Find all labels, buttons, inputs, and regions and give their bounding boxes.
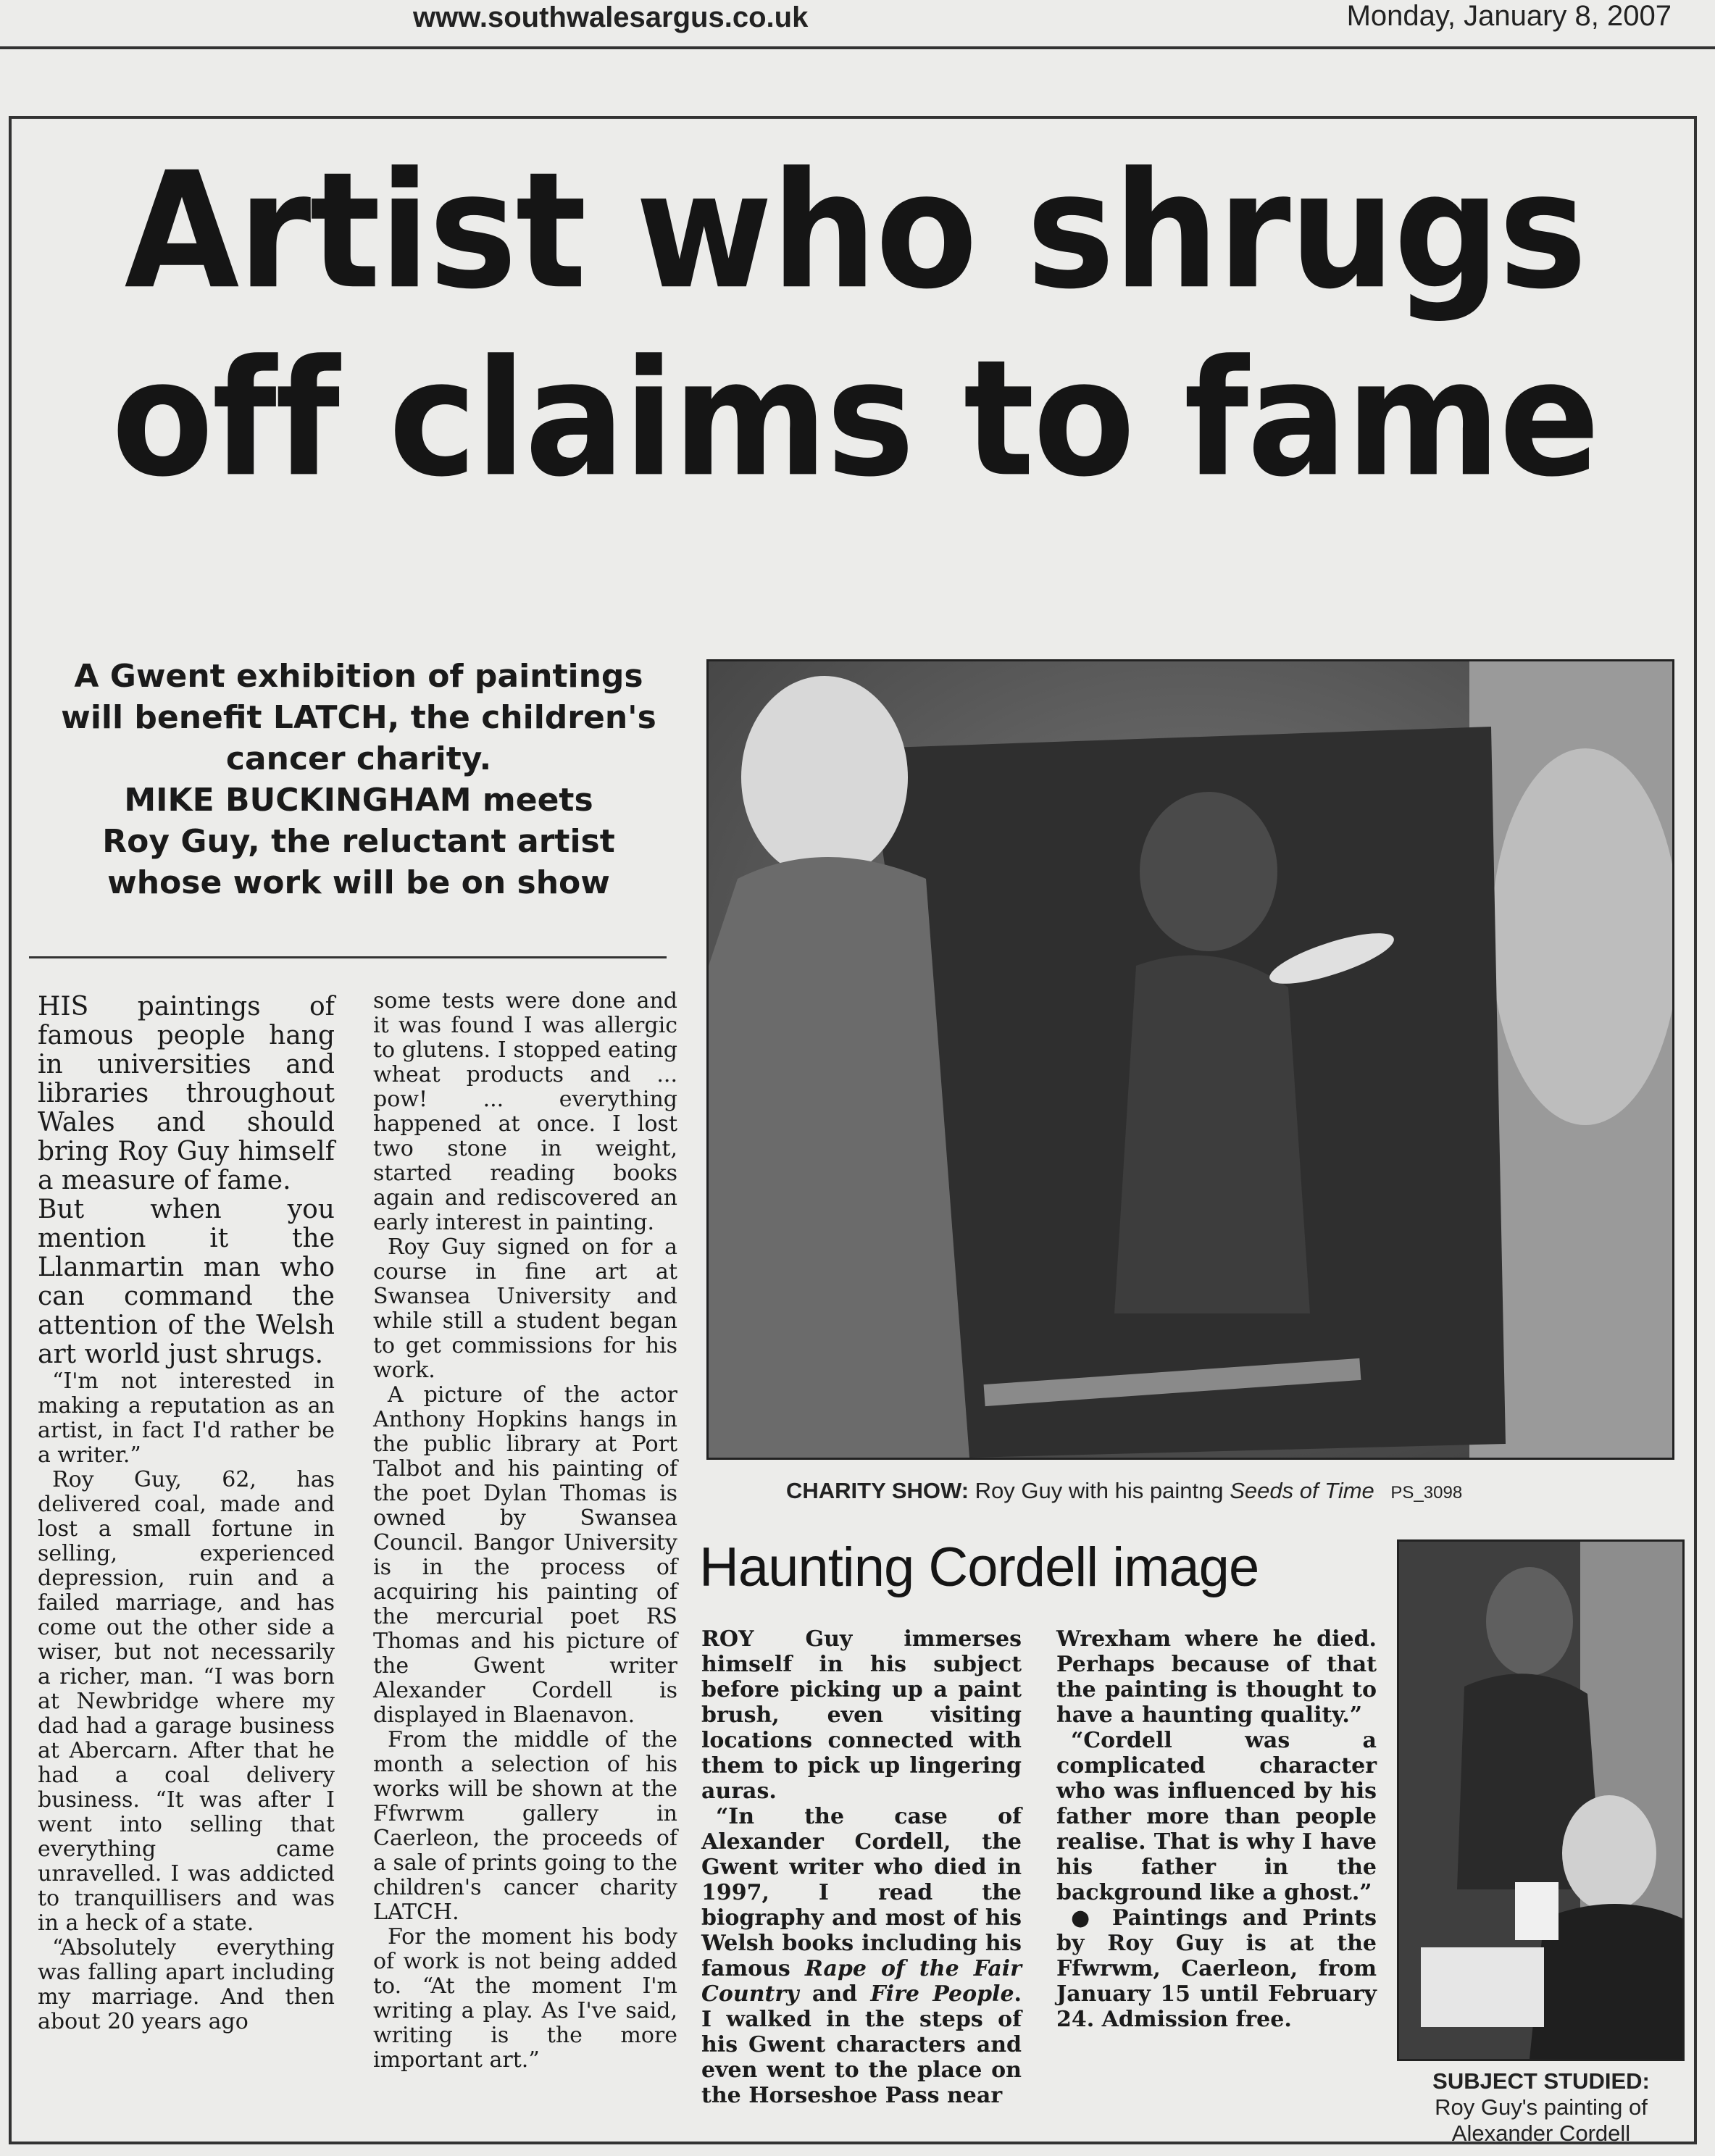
body-paragraph: Roy Guy signed on for a course in fine art at Swansea University and while still a student began to get commissions for his work. (373, 1234, 677, 1383)
standfirst (29, 656, 688, 903)
body-paragraph: some tests were done and it was found I was allergic to glutens. I stopped eating wheat products and ... pow! ... everything happened at once. I lost two stone in weight, started reading books again and rediscovered an early interest in painting. (373, 988, 677, 1235)
sidebar-paragraph: “Cordell was a complicated character who was influenced by his father more than people realise. That is why I have his father in the background like a ghost.” (1056, 1728, 1377, 1905)
standfirst-line: A Gwent exhibition of paintings (74, 658, 643, 695)
body-paragraph: For the moment his body of work is not being added to. “At the moment I'm writing a play. As I've said, writing is the more important art.” (373, 1924, 677, 2073)
photo-reference: PS_3098 (1390, 1483, 1463, 1503)
sidebar-text: “In the case of Alexander Cordell, the Gwent writer who died in 1997, I read the biography and most of his Welsh books including his famous (701, 1804, 1022, 1981)
sidebar-column-2 (1056, 1626, 1377, 2032)
body-paragraph: “I'm not interested in making a reputation as an artist, in fact I'd rather be a writer.” (38, 1369, 335, 1468)
standfirst-line: MIKE BUCKINGHAM meets (124, 782, 593, 819)
body-paragraph: A picture of the actor Anthony Hopkins hangs in the public library at Port Talbot and his painting of the poet Dylan Thomas is owned by Swansea Council. Bangor University is in the process of acquiring his painting of the mercurial poet RS Thomas and his picture of the Gwent writer Alexander Cordell is displayed in Blaenavon. (373, 1382, 677, 1728)
main-photo-caption (786, 1478, 1656, 1504)
small-photo (1397, 1539, 1685, 2061)
standfirst-line: whose work will be on show (107, 864, 610, 901)
top-rule (0, 46, 1715, 49)
body-column-1 (38, 993, 335, 2034)
book-title: Fire People (870, 1981, 1014, 2007)
sidebar-paragraph: Wrexham where he died. Perhaps because of that the painting is thought to have a haunting quality.” (1056, 1626, 1377, 1728)
caption-text: Roy Guy's painting of (1435, 2094, 1648, 2120)
caption-label: SUBJECT STUDIED: (1432, 2068, 1650, 2094)
masthead-url: www.southwalesargus.co.uk (413, 1, 809, 33)
headline: Artist who shrugs off claims to fame (111, 138, 1599, 513)
sidebar-headline: Haunting Cordell image (699, 1537, 1259, 1598)
body-paragraph: Roy Guy, 62, has delivered coal, made and lost a small fortune in selling, experienced depression, ruin and a failed marriage, and has come out the other side a wiser, but not necessarily a richer, man. “I was born at Newbridge where my dad had a garage business at Abercarn. After that he had a coal delivery business. “It was after I went into selling that everything came unravelled. I was addicted to tranquillisers and was in a heck of a state. (38, 1467, 335, 1936)
body-paragraph: “Absolutely everything was falling apart including my marriage. And then about 20 years ago (38, 1935, 335, 2034)
body-column-2 (373, 989, 677, 2073)
sidebar-column-1 (701, 1626, 1022, 2108)
artist-with-painting-image (709, 661, 1672, 1458)
standfirst-line: will benefit LATCH, the children's (61, 699, 656, 736)
sidebar-text: . I walked in the steps of his Gwent characters and even went to the place on the Horseshoe Pass near (701, 1981, 1022, 2108)
body-paragraph: But when you mention it the Llanmartin man who can command the attention of the Welsh art world just shrugs. (38, 1195, 335, 1369)
book-title: Rape of the Fair Country (701, 1956, 1022, 2007)
sidebar-paragraph (701, 1804, 1022, 2108)
sidebar-text: and (811, 1981, 858, 2007)
main-photo (706, 659, 1674, 1460)
caption-text: Alexander Cordell (1451, 2121, 1631, 2146)
sidebar-paragraph: ROY Guy immerses himself in his subject before picking up a paint brush, even visiting locations connected with them to pick up lingering auras. (701, 1626, 1022, 1804)
caption-title: Seeds of Time (1230, 1478, 1374, 1503)
sidebar-paragraph: ● Paintings and Prints by Roy Guy is at the Ffwrwm, Caerleon, from January 15 until February 24. Admission free. (1056, 1905, 1377, 2032)
issue-date: Monday, January 8, 2007 (1346, 0, 1672, 32)
cordell-painting-image (1399, 1542, 1682, 2059)
body-paragraph: From the middle of the month a selection of his works will be shown at the Ffwrwm gallery in Caerleon, the proceeds of a sale of prints going to the children's cancer charity LATCH. (373, 1727, 677, 1925)
body-paragraph: HIS paintings of famous people hang in universities and libraries throughout Wales and should bring Roy Guy himself a measure of fame. (38, 992, 335, 1195)
small-photo-caption (1393, 2068, 1690, 2147)
standfirst-divider (29, 956, 667, 958)
standfirst-line: Roy Guy, the reluctant artist (102, 823, 615, 860)
caption-label: CHARITY SHOW: (786, 1478, 969, 1503)
standfirst-line: cancer charity. (225, 740, 492, 777)
caption-text: Roy Guy with his paintng (975, 1478, 1224, 1503)
